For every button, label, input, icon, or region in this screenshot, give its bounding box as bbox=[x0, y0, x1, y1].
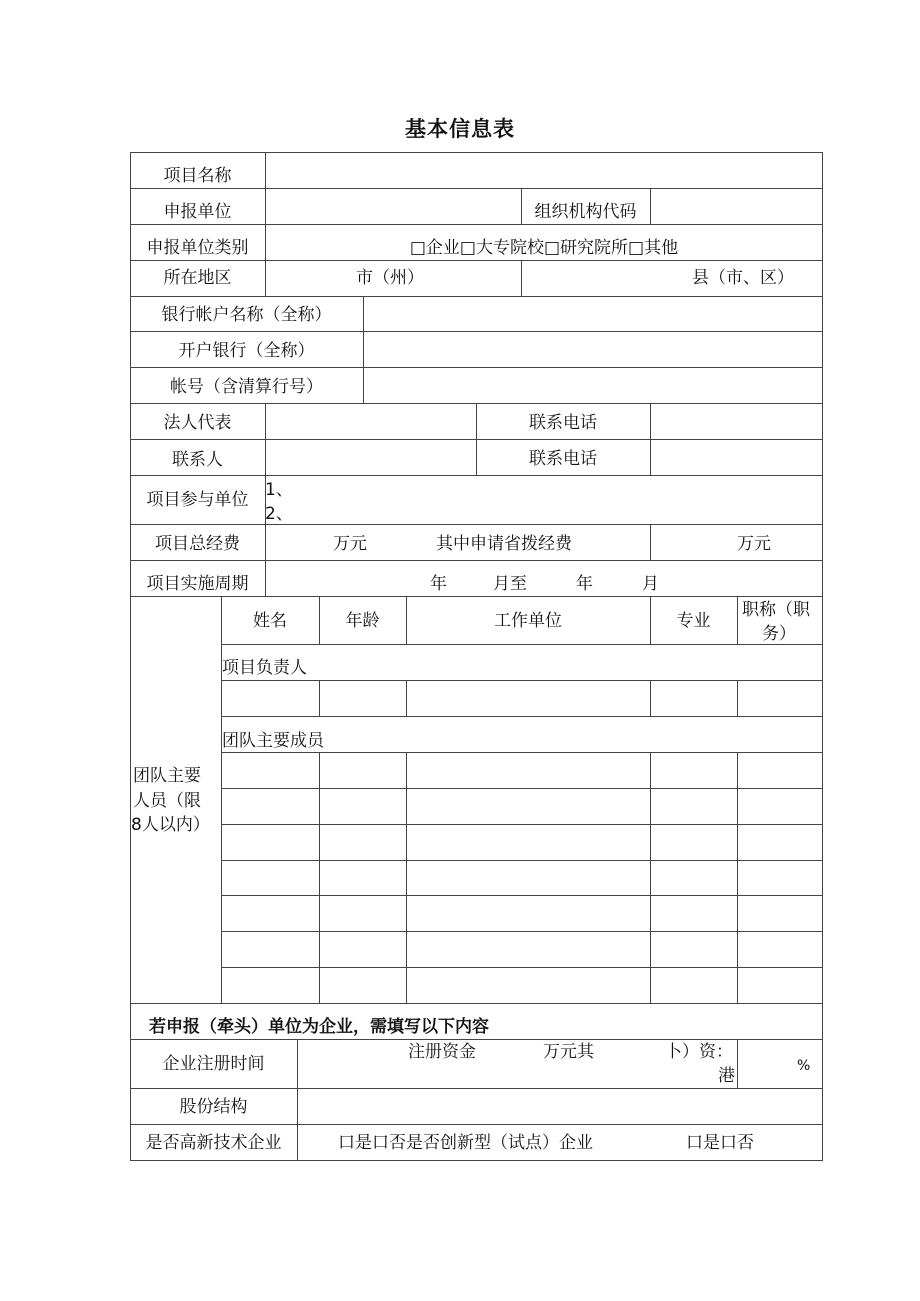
col-header-name: 姓名 bbox=[253, 611, 287, 631]
label-share-structure: 股份结构 bbox=[179, 1097, 248, 1117]
team-label-line-2: 人员（限 bbox=[133, 791, 201, 811]
label-phone-2: 联系电话 bbox=[529, 449, 597, 469]
form-table bbox=[130, 152, 823, 1161]
col-header-work-unit: 工作单位 bbox=[494, 611, 562, 631]
label-account-no: 帐号（含清算行号） bbox=[170, 377, 323, 397]
label-wan-yuan-qi: 万元其 bbox=[543, 1042, 594, 1062]
team-label-line-3: 8人以内） bbox=[131, 815, 210, 835]
label-high-tech: 是否高新技术企业 bbox=[145, 1133, 282, 1153]
label-provincial-funds: 其中申请省拨经费 bbox=[436, 534, 572, 554]
label-period: 项目实施周期 bbox=[146, 574, 249, 594]
label-org-code: 组织机构代码 bbox=[534, 202, 637, 222]
period-year-1: 年 bbox=[430, 574, 447, 594]
region-city: 市（州） bbox=[356, 268, 424, 288]
label-region: 所在地区 bbox=[163, 268, 232, 288]
label-members: 团队主要成员 bbox=[222, 731, 324, 751]
col-header-major: 专业 bbox=[676, 611, 711, 631]
unit-wan-yuan-2: 万元 bbox=[737, 534, 771, 554]
high-tech-options[interactable]: 口是口否是否创新型（试点）企业 bbox=[338, 1133, 593, 1153]
label-gang: 港 bbox=[718, 1066, 735, 1086]
label-reg-capital: 注册资金 bbox=[408, 1042, 476, 1062]
participant-1: 1、 bbox=[265, 480, 293, 500]
label-bu-zi: 卜）资： bbox=[665, 1042, 733, 1062]
label-total-funds: 项目总经费 bbox=[155, 534, 240, 554]
enterprise-section-header: 若申报（牵头）单位为企业，需填写以下内容 bbox=[149, 1017, 489, 1037]
label-phone: 联系电话 bbox=[529, 413, 597, 433]
col-header-title-line-1: 职称（职 bbox=[742, 600, 810, 620]
label-bank-name: 开户银行（全称） bbox=[178, 341, 315, 361]
label-legal-rep: 法人代表 bbox=[163, 413, 232, 433]
label-participants: 项目参与单位 bbox=[146, 490, 249, 510]
label-percent: % bbox=[797, 1058, 811, 1074]
label-contact: 联系人 bbox=[172, 450, 223, 470]
label-applicant-type: 申报单位类别 bbox=[146, 238, 249, 258]
col-header-age: 年龄 bbox=[345, 611, 380, 631]
label-leader: 项目负责人 bbox=[222, 658, 307, 678]
period-month-to: 月至 bbox=[493, 574, 527, 594]
team-label-line-1: 团队主要 bbox=[133, 766, 201, 786]
unit-wan-yuan: 万元 bbox=[333, 534, 367, 554]
innovative-options[interactable]: 口是口否 bbox=[686, 1133, 754, 1153]
participant-2: 2、 bbox=[265, 504, 293, 524]
period-year-2: 年 bbox=[576, 574, 593, 594]
col-header-title-line-2: 务） bbox=[762, 624, 796, 644]
period-month-2: 月 bbox=[642, 574, 659, 594]
label-reg-time: 企业注册时间 bbox=[162, 1054, 265, 1074]
applicant-type-options[interactable]: □企业□大专院校□研究院所□其他 bbox=[409, 238, 679, 258]
label-project-name: 项目名称 bbox=[163, 166, 232, 186]
page-title: 基本信息表 bbox=[405, 117, 515, 141]
label-bank-account-name: 银行帐户名称（全称） bbox=[161, 305, 332, 325]
label-applicant: 申报单位 bbox=[163, 202, 232, 222]
region-county: 县（市、区） bbox=[692, 268, 794, 288]
